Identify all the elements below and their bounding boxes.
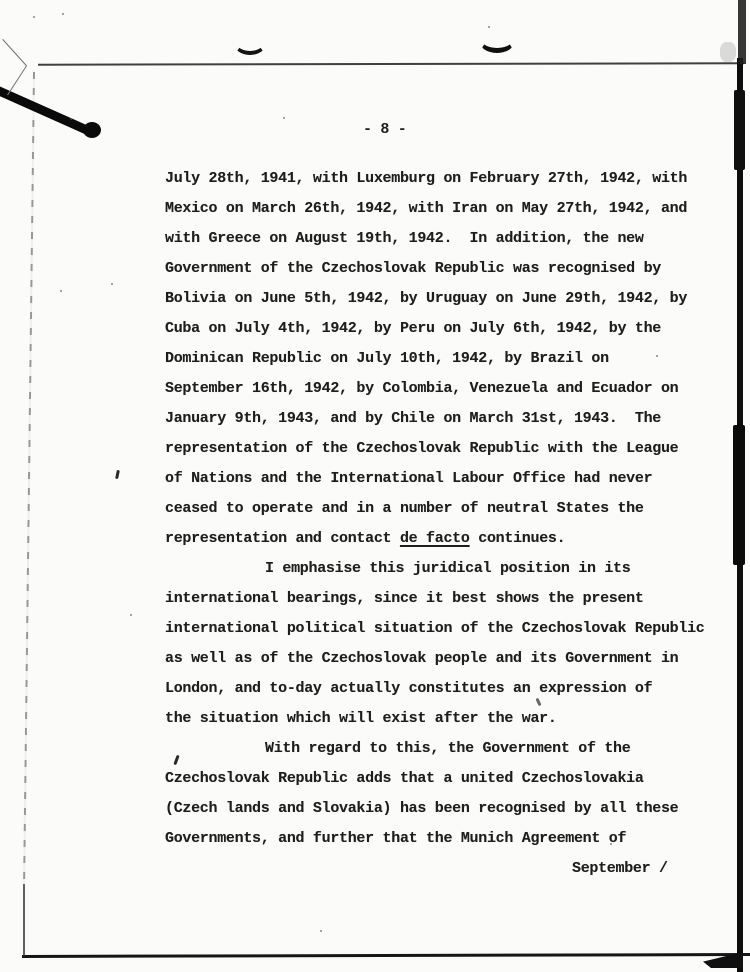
scan-ink-blotch — [733, 425, 745, 565]
scratch-line-mark — [2, 39, 27, 67]
scan-speckle — [111, 283, 113, 285]
text-segment: Government of the Czechoslovak Republic was recognised by — [165, 260, 661, 277]
text-line — [165, 404, 725, 434]
text-segment: ceased to operate and in a number of neutral States the — [165, 500, 644, 517]
text-line — [165, 194, 725, 224]
scan-speckle — [488, 26, 490, 28]
text-line — [165, 374, 725, 404]
handwritten-tick-mark — [479, 28, 515, 53]
page-top-edge-line — [38, 62, 744, 65]
text-segment: representation and contact — [165, 530, 400, 547]
page-left-edge-dark — [23, 884, 25, 956]
text-line — [165, 524, 725, 554]
pen-stroke-blob — [83, 122, 101, 138]
text-segment: (Czech lands and Slovakia) has been recognised by all these — [165, 800, 679, 817]
stray-ink-mark — [115, 470, 120, 479]
text-segment: representation of the Czechoslovak Republic with the League — [165, 440, 679, 457]
text-segment: London, and to-day actually constitutes an expression of — [165, 680, 653, 697]
text-line — [165, 644, 725, 674]
scan-speckle — [62, 13, 64, 15]
text-segment: July 28th, 1941, with Luxemburg on February 27th, 1942, with — [165, 170, 688, 187]
text-line — [165, 254, 725, 284]
scan-smudge — [720, 42, 736, 62]
scan-speckle — [70, 118, 72, 120]
page-right-edge-top — [738, 0, 746, 64]
page-left-edge-line — [23, 72, 35, 884]
text-segment: With regard to this, the Government of the — [265, 740, 631, 757]
scan-speckle — [283, 117, 285, 119]
scan-speckle — [320, 930, 322, 932]
text-line — [165, 464, 725, 494]
page-number: - 8 - — [363, 121, 407, 138]
text-line — [165, 554, 725, 584]
text-line — [165, 734, 725, 764]
text-segment: with Greece on August 19th, 1942. In addition, the new — [165, 230, 644, 247]
scratch-line-mark — [7, 65, 27, 95]
text-line — [165, 344, 725, 374]
text-segment: Cuba on July 4th, 1942, by Peru on July 6th, 1942, by the — [165, 320, 661, 337]
text-segment: Czechoslovak Republic adds that a united Czechoslovakia — [165, 770, 644, 787]
handwritten-tick-mark — [234, 32, 266, 55]
text-segment: Bolivia on June 5th, 1942, by Uruguay on June 29th, 1942, by — [165, 290, 688, 307]
page-bottom-edge-line — [22, 953, 750, 958]
pen-stroke-mark — [0, 82, 92, 136]
text-line — [165, 764, 725, 794]
text-segment: international political situation of the Czechoslovak Republic — [165, 620, 705, 637]
text-line — [165, 494, 725, 524]
text-line — [165, 434, 725, 464]
text-segment: Mexico on March 26th, 1942, with Iran on May 27th, 1942, and — [165, 200, 688, 217]
text-line — [165, 164, 725, 194]
text-segment: I emphasise this juridical position in its — [265, 560, 631, 577]
text-line — [165, 284, 725, 314]
text-line — [165, 314, 725, 344]
text-line — [165, 674, 725, 704]
document-body — [165, 164, 725, 884]
scan-speckle — [130, 614, 132, 616]
scan-speckle — [33, 16, 35, 18]
text-segment: as well as of the Czechoslovak people and its Government in — [165, 650, 679, 667]
text-line — [165, 854, 725, 884]
text-line — [165, 794, 725, 824]
text-line — [165, 824, 725, 854]
text-segment: January 9th, 1943, and by Chile on March 31st, 1943. The — [165, 410, 661, 427]
text-line — [165, 614, 725, 644]
scan-speckle — [60, 290, 62, 292]
text-segment: September 16th, 1942, by Colombia, Venezuela and Ecuador on — [165, 380, 679, 397]
text-segment: Governments, and further that the Munich Agreement of — [165, 830, 627, 847]
text-segment: Dominican Republic on July 10th, 1942, by Brazil on — [165, 350, 609, 367]
underlined-phrase: de facto — [399, 530, 470, 547]
text-line — [165, 584, 725, 614]
text-segment: continues. — [469, 530, 566, 547]
text-segment: of Nations and the International Labour Office had never — [165, 470, 653, 487]
text-segment: international bearings, since it best shows the present — [165, 590, 644, 607]
text-segment: September / — [572, 860, 668, 877]
text-line — [165, 704, 725, 734]
scan-ink-blotch — [734, 90, 745, 170]
text-line — [165, 224, 725, 254]
text-segment: the situation which will exist after the war. — [165, 710, 557, 727]
